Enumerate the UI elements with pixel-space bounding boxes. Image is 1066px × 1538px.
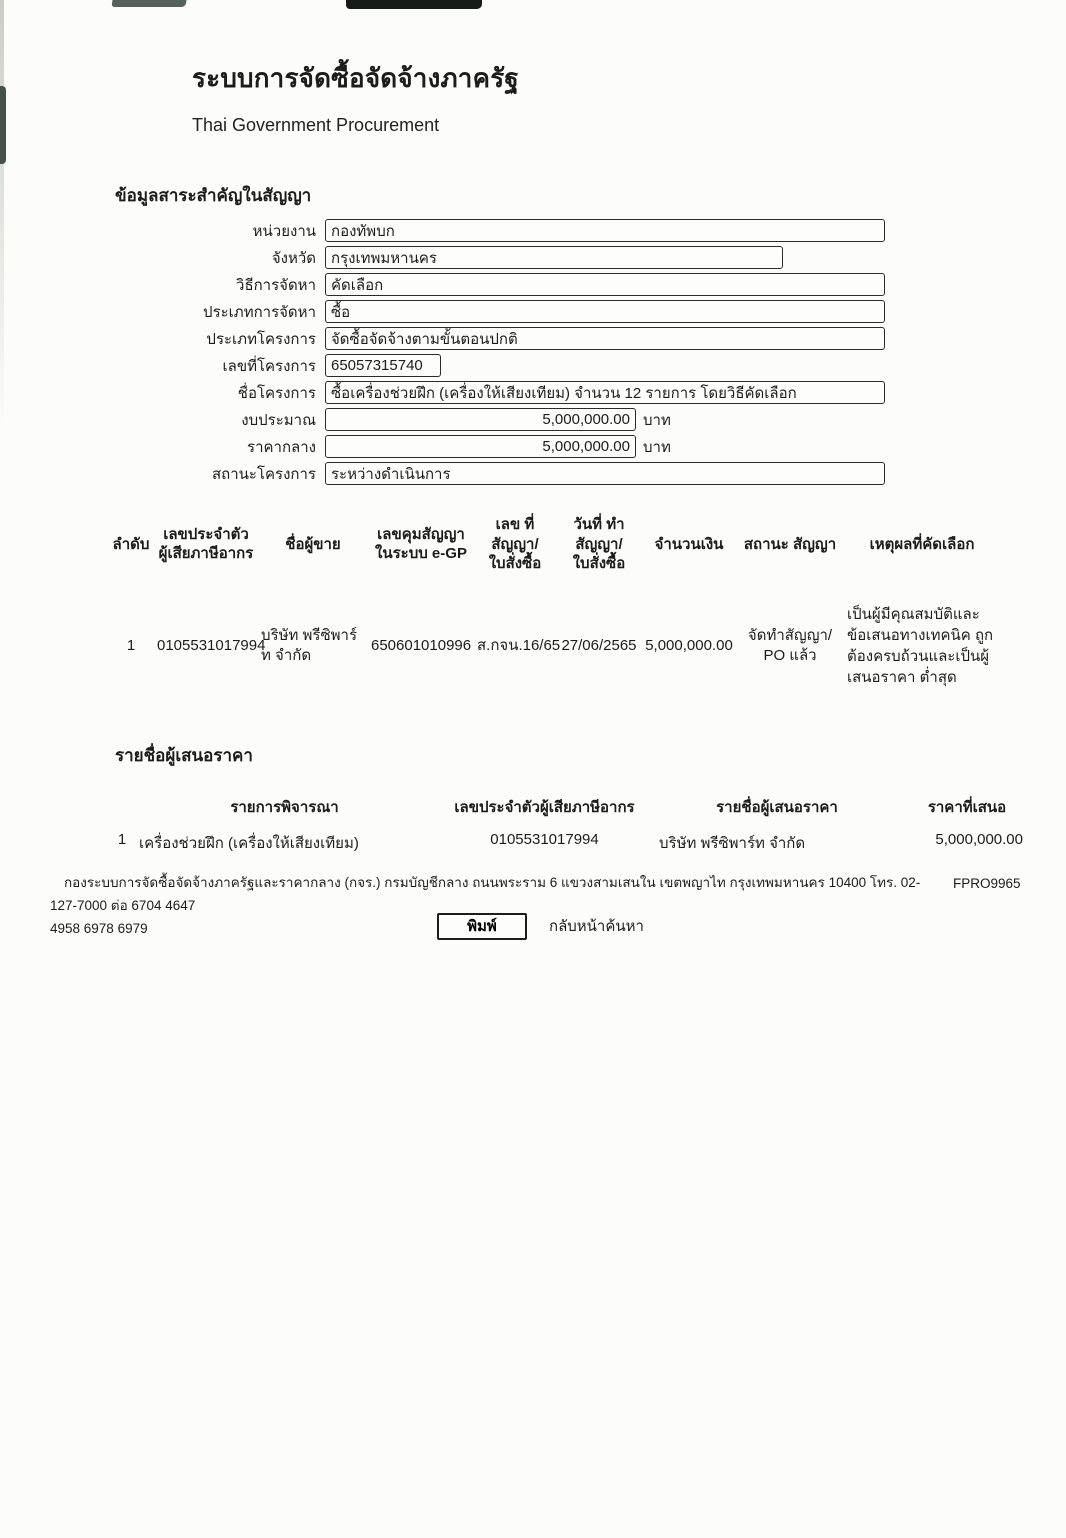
form-row	[115, 217, 1066, 244]
bidder-row-item: เครื่องช่วยฝึก (เครื่องให้เสียงเทียม)	[139, 834, 359, 852]
reference-price-label: ราคากลาง	[247, 438, 316, 456]
column-header-spacer	[107, 793, 137, 821]
province-value: กรุงเทพมหานคร	[331, 249, 437, 267]
form-row	[115, 244, 1066, 271]
form-row	[115, 298, 1066, 325]
column-header-bidder-tax-id: เลขประจำตัวผู้เสียภาษีอากร	[454, 798, 635, 816]
document-footer	[50, 872, 930, 941]
column-header-no: ลำดับ	[112, 535, 150, 553]
reference-price-field	[325, 435, 636, 458]
project-name-field	[325, 381, 885, 404]
footer-address-line: กองระบบการจัดซื้อจัดจ้างภาครัฐและราคากลาง (กจร.) กรมบัญชีกลาง ถนนพระราม 6 แขวงสามเสนใน เขตพญาไท กรุงเทพมหานคร 10400 โทร. 02-127-7000 ต่อ 6704 4647	[50, 875, 921, 913]
contract-info-heading: ข้อมูลสาระสำคัญในสัญญา	[115, 186, 312, 205]
column-header-amount: จำนวนเงิน	[654, 535, 724, 553]
budget-unit-label: บาท	[643, 411, 671, 429]
province-label: จังหวัด	[271, 249, 316, 267]
form-row	[115, 271, 1066, 298]
row-vendor: บริษัท พรีซิพาร์ท จำกัด	[261, 627, 358, 664]
project-status-label: สถานะโครงการ	[211, 465, 316, 483]
bidders-section	[115, 742, 1066, 857]
contract-info-form	[115, 217, 1066, 487]
procurement-method-label: วิธีการจัดหา	[236, 276, 316, 294]
project-number-value: 65057315740	[331, 357, 423, 374]
project-name-label: ชื่อโครงการ	[237, 384, 316, 402]
column-header-vendor: ชื่อผู้ขาย	[285, 535, 341, 553]
column-header-offered-price: ราคาที่เสนอ	[927, 798, 1007, 816]
column-header-selection-reason: เหตุผลที่คัดเลือก	[869, 535, 975, 553]
row-no: 1	[126, 636, 136, 654]
procurement-type-field	[325, 300, 885, 323]
procurement-method-value: คัดเลือก	[331, 276, 384, 294]
project-status-value: ระหว่างดำเนินการ	[331, 465, 451, 483]
back-to-search-link[interactable]: กลับหน้าค้นหา	[549, 918, 644, 935]
column-header-item: รายการพิจารณา	[230, 798, 339, 816]
page-title: ระบบการจัดซื้อจัดจ้างภาครัฐ	[192, 63, 519, 93]
form-row	[115, 460, 1066, 487]
column-header-contract-date: วันที่ ทำสัญญา/ ใบสั่งซื้อ	[572, 516, 626, 572]
procurement-method-field	[325, 273, 885, 296]
form-row	[115, 325, 1066, 352]
budget-value: 5,000,000.00	[542, 411, 630, 428]
page-subtitle: Thai Government Procurement	[192, 115, 440, 135]
project-status-field	[325, 462, 885, 485]
column-header-contract-no: เลข ที่สัญญา/ ใบสั่งซื้อ	[488, 516, 542, 572]
document-header	[0, 0, 1066, 136]
form-row	[115, 406, 1066, 433]
form-row	[115, 433, 1066, 460]
print-button[interactable]: พิมพ์	[437, 913, 527, 940]
project-number-field	[325, 354, 441, 377]
column-header-tax-id: เลขประจำตัว ผู้เสียภาษีอากร	[158, 525, 254, 563]
row-contract-status: จัดทำสัญญา/ PO แล้ว	[747, 627, 833, 664]
province-field	[325, 246, 783, 269]
row-egp-contract-no: 650601010996	[371, 636, 472, 654]
row-contract-date: 27/06/2565	[561, 636, 637, 654]
project-name-value: ซื้อเครื่องช่วยฝึก (เครื่องให้เสียงเทียม) จำนวน 12 รายการ โดยวิธีคัดเลือก	[331, 384, 797, 402]
reference-price-value: 5,000,000.00	[542, 438, 630, 455]
project-type-field	[325, 327, 885, 350]
row-amount: 5,000,000.00	[645, 636, 733, 654]
project-type-label: ประเภทโครงการ	[206, 330, 316, 348]
project-type-value: จัดซื้อจัดจ้างตามขั้นตอนปกติ	[331, 330, 518, 348]
form-row	[115, 352, 1066, 379]
row-contract-no: ส.กจน.16/65	[477, 636, 561, 654]
unit-label: หน่วยงาน	[252, 222, 316, 240]
unit-field	[325, 219, 885, 242]
form-code: FPRO9965	[953, 876, 1021, 891]
bidder-row-price: 5,000,000.00	[935, 830, 1023, 848]
contract-info-section	[115, 182, 1066, 487]
bidders-table	[107, 793, 1066, 857]
footer-phone-line: 4958 6978 6979	[50, 920, 148, 936]
procurement-type-value: ซื้อ	[331, 303, 351, 321]
reference-price-unit-label: บาท	[643, 438, 671, 456]
budget-field	[325, 408, 636, 431]
column-header-egp-contract-no: เลขคุมสัญญา ในระบบ e-GP	[375, 525, 467, 563]
column-header-bidder-name: รายชื่อผู้เสนอราคา	[716, 798, 838, 816]
project-number-label: เลขที่โครงการ	[222, 357, 316, 375]
form-row	[115, 379, 1066, 406]
unit-value: กองทัพบก	[331, 222, 395, 240]
bidder-row-name: บริษัท พรีซิพาร์ท จำกัด	[659, 834, 806, 852]
row-selection-reason: เป็นผู้มีคุณสมบัติและข้อเสนอทางเทคนิค ถูกต้องครบถ้วนและเป็นผู้เสนอราคา ต่ำสุด	[847, 605, 994, 686]
column-header-contract-status: สถานะ สัญญา	[743, 535, 837, 553]
bidder-row-tax-id: 0105531017994	[490, 830, 599, 848]
procurement-type-label: ประเภทการจัดหา	[203, 303, 316, 321]
contract-table	[108, 513, 1066, 690]
row-tax-id: 0105531017994	[157, 636, 266, 654]
bidders-heading: รายชื่อผู้เสนอราคา	[115, 745, 253, 765]
bidder-row-no: 1	[117, 830, 127, 848]
budget-label: งบประมาณ	[241, 411, 316, 429]
